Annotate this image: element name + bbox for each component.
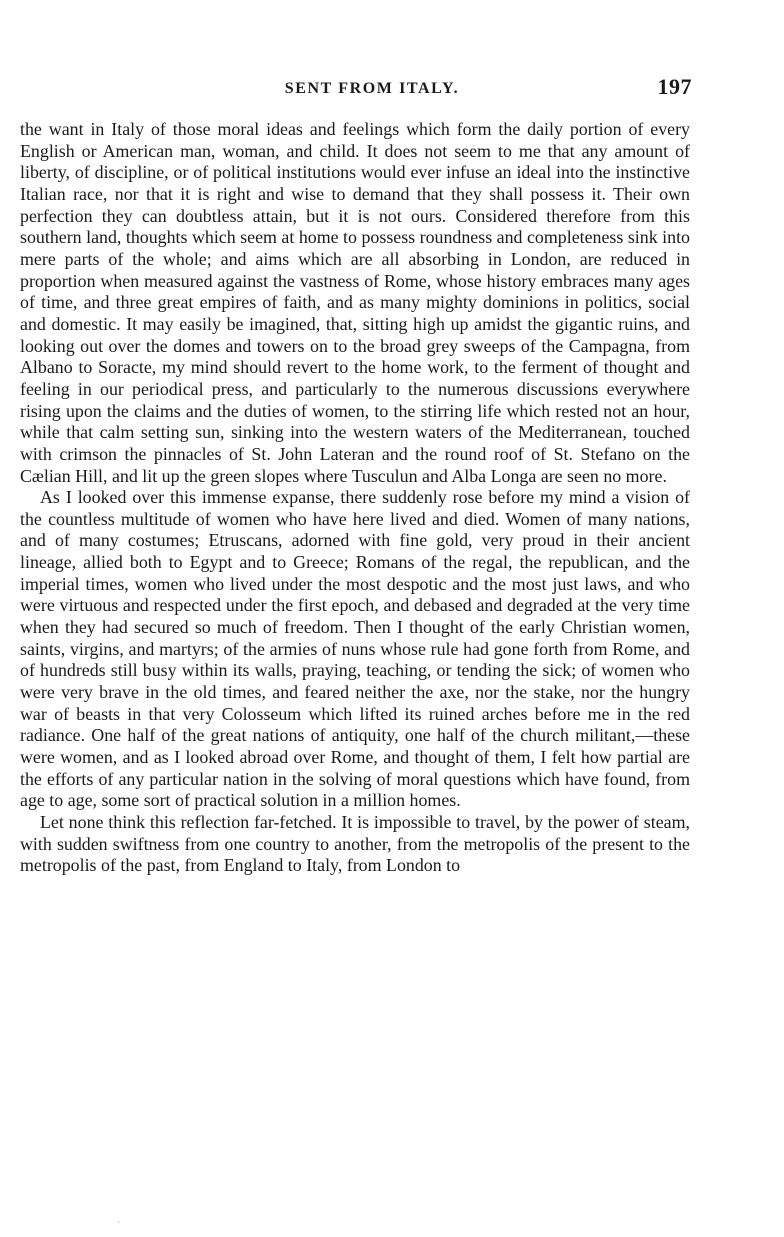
running-header xyxy=(22,74,692,104)
paragraph-2: As I looked over this immense expanse, there suddenly rose before my mind a vision of the countless multitude of women who have here lived and died. Women of many nations, and of many costumes; Etruscans, adorned with fine gold, very proud in their ancient lineage, allied both to Egypt and to Greece; Romans of the regal, the republican, and the imperial times, women who lived under the most despotic and the most just laws, and who were virtuous and respected under the first epoch, and debased and degraded at the very time when they had secured so much of freedom. Then I thought of the early Christian women, saints, virgins, and martyrs; of the armies of nuns whose rule had gone forth from Rome, and of hundreds still busy within its walls, praying, teaching, or tending the sick; of women who were very brave in the old times, and feared neither the axe, nor the stake, nor the hungry war of beasts in that very Colosseum which lifted its ruined arches before me in the red radiance. One half of the great nations of antiquity, one half of the church militant,—these were women, and as I looked abroad over Rome, and thought of them, I felt how partial are the efforts of any particular nation in the solving of moral questions which have found, from age to age, some sort of practical solution in a million homes. xyxy=(20,487,690,811)
page-number: 197 xyxy=(657,74,692,99)
body-text xyxy=(20,119,690,877)
paragraph-1: the want in Italy of those moral ideas and feelings which form the daily portion of every English or American man, woman, and child. It does not seem to me that any amount of liberty, of discipline, or of political institutions would ever infuse an ideal into the instinctive Italian race, nor that it is right and wise to demand that they shall possess it. Their own perfection they can doubtless attain, but it is not ours. Considered therefore from this southern land, thoughts which seem at home to possess roundness and completeness sink into mere parts of the whole; and aims which are all absorbing in London, are reduced in proportion when measured against the vastness of Rome, whose history embraces many ages of time, and three great empires of faith, and as many mighty dominions in politics, social and domestic. It may easily be imagined, that, sitting high up amidst the gigantic ruins, and looking out over the domes and towers on to the broad grey sweeps of the Campagna, from Albano to Soracte, my mind should revert to the home work, to the ferment of thought and feeling in our periodical press, and particularly to the numerous discussions everywhere rising upon the claims and the duties of women, to the stirring life which rested not an hour, while that calm setting sun, sinking into the western waters of the Mediterranean, touched with crimson the pinnacles of St. John Lateran and the round roof of St. Stefano on the Cælian Hill, and lit up the green slopes where Tusculun and Alba Longa are seen no more. xyxy=(20,119,690,486)
print-speck: · xyxy=(117,1218,120,1227)
paragraph-3: Let none think this reflection far-fetched. It is impossible to travel, by the power of steam, with sudden swiftness from one country to another, from the metropolis of the present to the metropolis of the past, from England to Italy, from London to xyxy=(20,812,690,876)
running-title: SENT FROM ITALY. xyxy=(284,80,460,97)
